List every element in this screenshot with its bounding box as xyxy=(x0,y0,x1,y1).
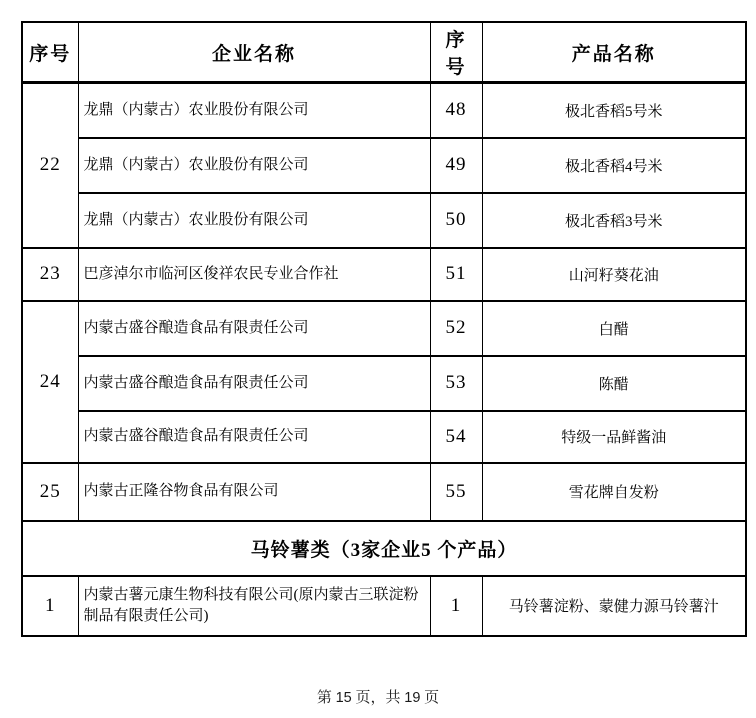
company-name-cell: 内蒙古正隆谷物食品有限公司 xyxy=(78,463,430,521)
product-name-cell: 马铃薯淀粉、蒙健力源马铃薯汁 xyxy=(482,576,746,636)
table-row xyxy=(22,463,746,521)
product-no-cell: 54 xyxy=(430,411,482,463)
table-row xyxy=(22,301,746,356)
product-name-cell: 极北香稻5号米 xyxy=(482,83,746,138)
product-name-cell: 山河籽葵花油 xyxy=(482,248,746,301)
product-name-cell: 陈醋 xyxy=(482,356,746,411)
company-no-cell: 25 xyxy=(22,463,78,521)
table-row xyxy=(22,411,746,463)
product-name-cell: 白醋 xyxy=(482,301,746,356)
product-name-cell: 雪花牌自发粉 xyxy=(482,463,746,521)
company-name-cell: 龙鼎（内蒙古）农业股份有限公司 xyxy=(78,138,430,193)
col-header-product-name: 产品名称 xyxy=(482,22,746,83)
product-name-cell: 极北香稻3号米 xyxy=(482,193,746,248)
product-name-cell: 特级一品鲜酱油 xyxy=(482,411,746,463)
product-no-cell: 48 xyxy=(430,83,482,138)
company-name-cell: 龙鼎（内蒙古）农业股份有限公司 xyxy=(78,83,430,138)
product-no-cell: 50 xyxy=(430,193,482,248)
company-no-cell: 22 xyxy=(22,83,78,248)
product-no-cell: 49 xyxy=(430,138,482,193)
table-row xyxy=(22,193,746,248)
current-page-number: 15 xyxy=(335,690,352,706)
product-no-cell: 1 xyxy=(430,576,482,636)
company-name-cell: 内蒙古盛谷酿造食品有限责任公司 xyxy=(78,301,430,356)
company-no-cell: 1 xyxy=(22,576,78,636)
company-no-cell: 24 xyxy=(22,301,78,463)
section-header-row xyxy=(22,521,746,576)
total-page-number: 19 xyxy=(404,690,421,706)
table-row xyxy=(22,248,746,301)
table-row xyxy=(22,576,746,636)
product-no-cell: 55 xyxy=(430,463,482,521)
product-no-cell: 51 xyxy=(430,248,482,301)
product-no-cell: 52 xyxy=(430,301,482,356)
company-no-cell: 23 xyxy=(22,248,78,301)
col-header-product-no: 序号 xyxy=(430,22,482,83)
footer-text-suffix: 页 xyxy=(420,690,440,706)
footer-text-mid: 页，共 xyxy=(351,690,405,706)
product-no-cell: 53 xyxy=(430,356,482,411)
col-header-company-no: 序号 xyxy=(22,22,78,83)
page-footer xyxy=(0,686,756,707)
table-row xyxy=(22,356,746,411)
col-header-company-name: 企业名称 xyxy=(78,22,430,83)
table-row xyxy=(22,138,746,193)
table-row xyxy=(22,83,746,138)
section-title: 马铃薯类（3家企业5 个产品） xyxy=(22,521,746,576)
header-row xyxy=(22,22,746,83)
company-name-cell: 内蒙古薯元康生物科技有限公司(原内蒙古三联淀粉制品有限责任公司) xyxy=(78,576,430,636)
company-name-cell: 巴彦淖尔市临河区俊祥农民专业合作社 xyxy=(78,248,430,301)
company-name-cell: 龙鼎（内蒙古）农业股份有限公司 xyxy=(78,193,430,248)
products-table xyxy=(21,21,747,637)
product-name-cell: 极北香稻4号米 xyxy=(482,138,746,193)
company-name-cell: 内蒙古盛谷酿造食品有限责任公司 xyxy=(78,356,430,411)
company-name-cell: 内蒙古盛谷酿造食品有限责任公司 xyxy=(78,411,430,463)
footer-text-prefix: 第 xyxy=(316,690,336,706)
